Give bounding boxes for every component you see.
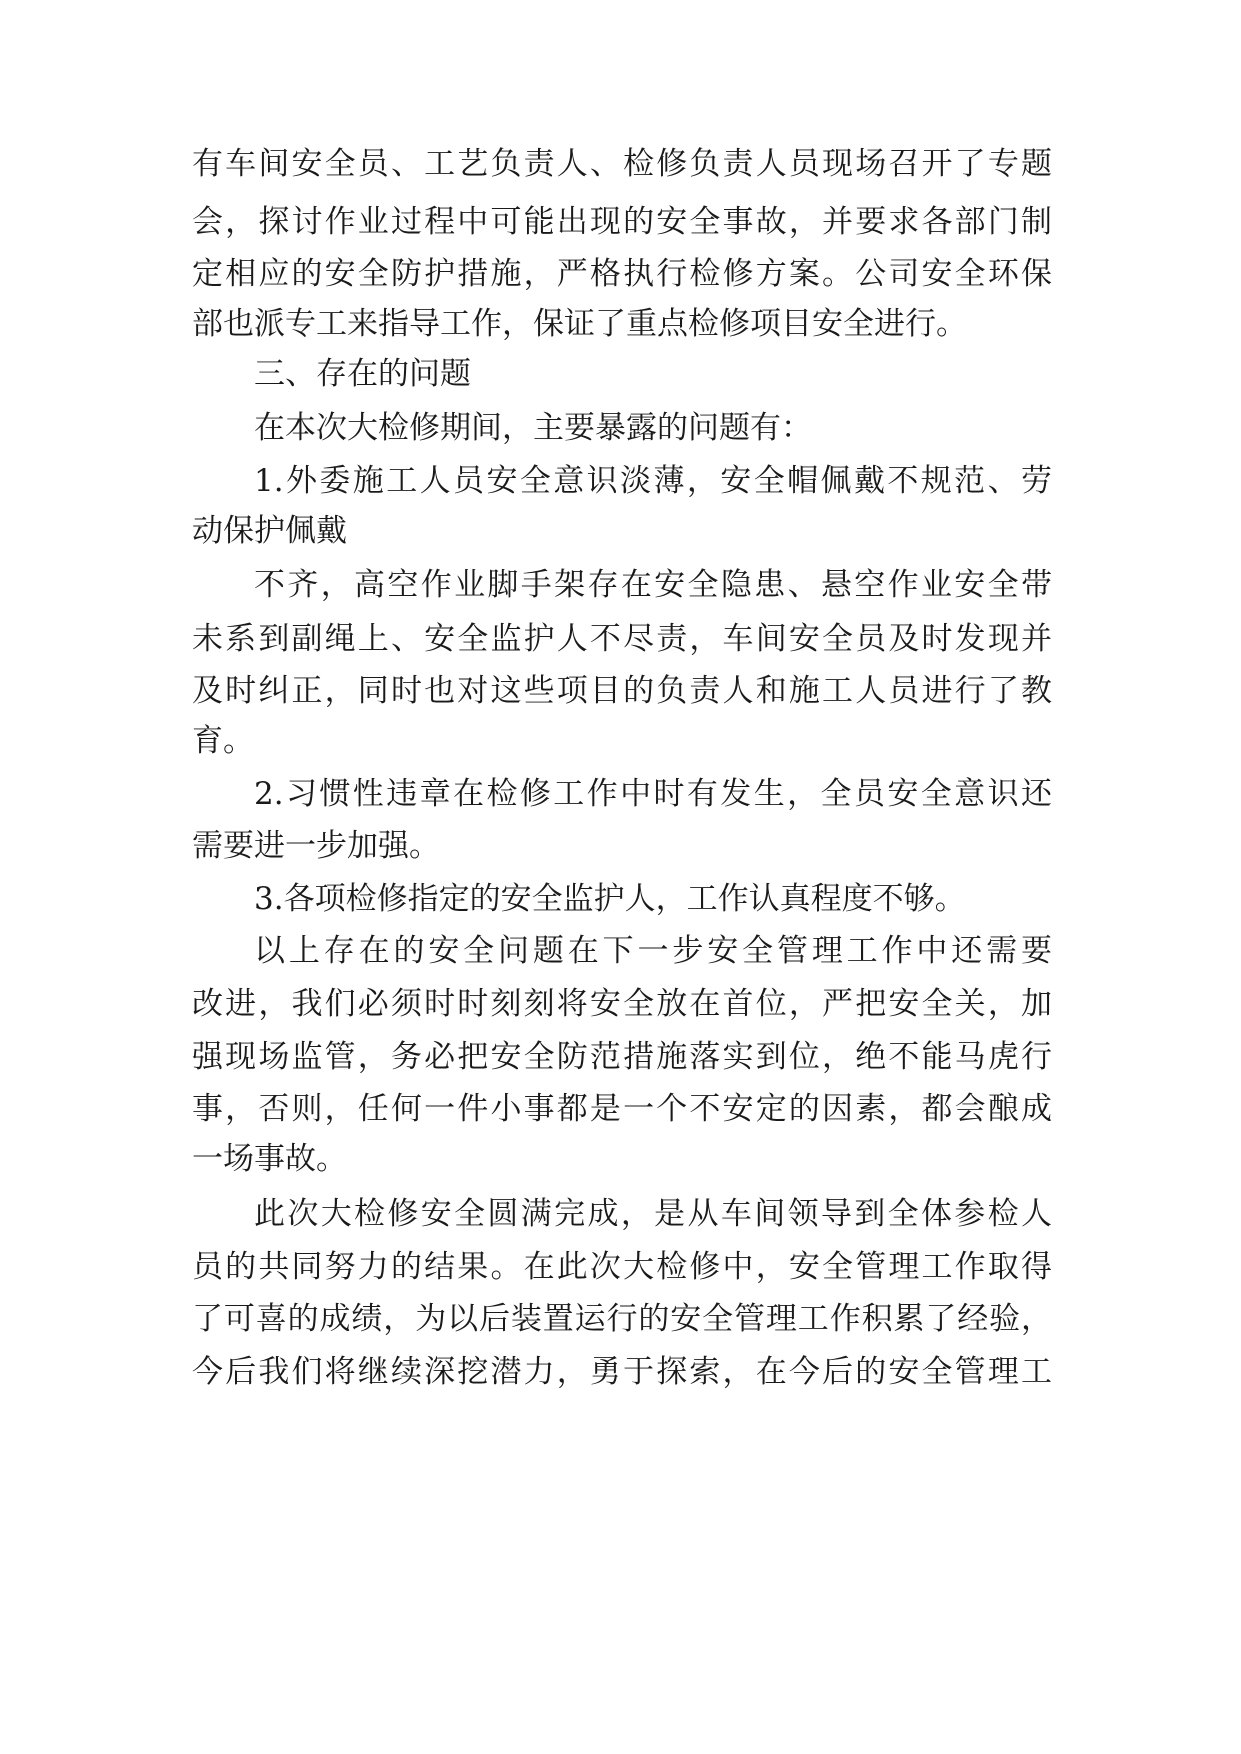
body-text-line: 未系到副绳上、安全监护人不尽责，车间安全员及时发现并 bbox=[192, 621, 1052, 657]
body-text-line: 一场事故。 bbox=[192, 1141, 347, 1177]
body-text-line: 今后我们将继续深挖潜力，勇于探索，在今后的安全管理工 bbox=[192, 1354, 1052, 1390]
section-heading: 三、存在的问题 bbox=[254, 356, 471, 392]
list-item-1-line: 动保护佩戴 bbox=[192, 513, 347, 549]
body-text-line: 有车间安全员、工艺负责人、检修负责人员现场召开了专题 bbox=[192, 146, 1052, 182]
body-text-line: 事，否则，任何一件小事都是一个不安定的因素，都会酿成 bbox=[192, 1091, 1052, 1127]
list-item-3: 3.各项检修指定的安全监护人，工作认真程度不够。 bbox=[254, 881, 966, 917]
intro-text: 在本次大检修期间，主要暴露的问题有： bbox=[254, 410, 812, 446]
body-text-line: 强现场监管，务必把安全防范措施落实到位，绝不能马虎行 bbox=[192, 1039, 1052, 1075]
list-item-2-line: 需要进一步加强。 bbox=[192, 828, 440, 864]
body-text-line: 会，探讨作业过程中可能出现的安全事故，并要求各部门制 bbox=[192, 204, 1052, 240]
body-text-line: 不齐，高空作业脚手架存在安全隐患、悬空作业安全带 bbox=[254, 567, 1052, 603]
body-text-line: 育。 bbox=[192, 723, 254, 759]
body-text-line: 及时纠正，同时也对这些项目的负责人和施工人员进行了教 bbox=[192, 673, 1052, 709]
list-item-2-line: 2.习惯性违章在检修工作中时有发生，全员安全意识还 bbox=[254, 776, 1052, 812]
body-text-line: 改进，我们必须时时刻刻将安全放在首位，严把安全关，加 bbox=[192, 986, 1052, 1022]
body-text-line: 定相应的安全防护措施，严格执行检修方案。公司安全环保 bbox=[192, 256, 1052, 292]
body-text-line: 了可喜的成绩，为以后装置运行的安全管理工作积累了经验， bbox=[192, 1301, 1052, 1337]
body-text-line: 部也派专工来指导工作，保证了重点检修项目安全进行。 bbox=[192, 306, 967, 342]
body-text-line: 员的共同努力的结果。在此次大检修中，安全管理工作取得 bbox=[192, 1249, 1052, 1285]
list-item-1-line: 1.外委施工人员安全意识淡薄，安全帽佩戴不规范、劳 bbox=[254, 463, 1052, 499]
body-text-line: 此次大检修安全圆满完成，是从车间领导到全体参检人 bbox=[254, 1196, 1052, 1232]
body-text-line: 以上存在的安全问题在下一步安全管理工作中还需要 bbox=[254, 933, 1052, 969]
